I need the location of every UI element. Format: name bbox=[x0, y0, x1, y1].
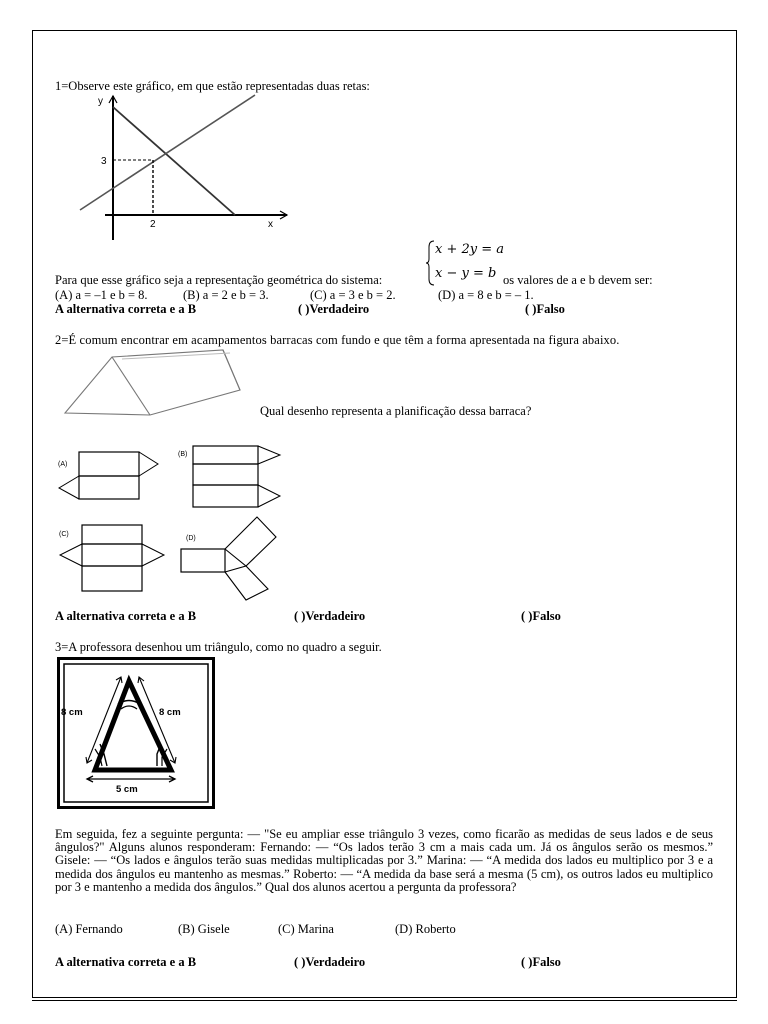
q2-label-b: (B) bbox=[178, 451, 188, 458]
q2-prompt: 2=É comum encontrar em acampamentos barracas com fundo e que têm a forma apresentada na figura abaixo. bbox=[55, 333, 620, 347]
q3-statement: A alternativa correta e a B bbox=[55, 955, 197, 969]
q1-graph-y-tick: 3 bbox=[101, 156, 107, 167]
q1-system-line2: x − y = b bbox=[435, 266, 497, 281]
q1-graph-x-tick: 2 bbox=[150, 219, 156, 230]
q1-option-d: (D) a = 8 e b = – 1. bbox=[438, 288, 534, 302]
q2-net-option-c bbox=[55, 522, 170, 594]
q1-option-b: (B) a = 2 e b = 3. bbox=[183, 288, 269, 302]
page-bottom-rule bbox=[32, 1000, 737, 1001]
q1-system-line1: x + 2y = a bbox=[435, 242, 505, 257]
q1-true-checkbox[interactable]: ( )Verdadeiro bbox=[298, 302, 370, 316]
q3-option-d: (D) Roberto bbox=[395, 922, 456, 936]
q1-option-a: (A) a = –1 e b = 8. bbox=[55, 288, 148, 302]
q2-label-d: (D) bbox=[186, 535, 196, 542]
q1-prompt: 1=Observe este gráfico, em que estão representadas duas retas: bbox=[55, 79, 370, 93]
q1-graph-y-axis-label: y bbox=[98, 96, 103, 107]
q2-net-option-a bbox=[55, 448, 175, 508]
q2-net-option-d bbox=[176, 513, 291, 603]
q3-true-checkbox[interactable]: ( )Verdadeiro bbox=[294, 955, 366, 969]
q2-true-checkbox[interactable]: ( )Verdadeiro bbox=[294, 609, 366, 623]
q1-line-graph bbox=[75, 92, 290, 242]
q2-net-option-b bbox=[176, 442, 291, 514]
q1-system-outro: os valores de a e b devem ser: bbox=[503, 273, 653, 287]
q1-statement: A alternativa correta e a B bbox=[55, 302, 197, 316]
q3-option-b: (B) Gisele bbox=[178, 922, 230, 936]
q1-system-intro: Para que esse gráfico seja a representação geométrica do sistema: bbox=[55, 273, 383, 287]
q2-label-a: (A) bbox=[58, 461, 68, 468]
q3-left-side-label: 8 cm bbox=[61, 707, 83, 718]
q2-false-checkbox[interactable]: ( )Falso bbox=[521, 609, 561, 623]
q3-right-side-label: 8 cm bbox=[159, 707, 181, 718]
q3-option-c: (C) Marina bbox=[278, 922, 334, 936]
q1-option-c: (C) a = 3 e b = 2. bbox=[310, 288, 396, 302]
q3-base-label: 5 cm bbox=[116, 784, 138, 795]
q3-prompt: 3=A professora desenhou um triângulo, como no quadro a seguir. bbox=[55, 640, 382, 654]
q3-false-checkbox[interactable]: ( )Falso bbox=[521, 955, 561, 969]
q2-tent-prism-figure bbox=[60, 345, 250, 417]
q1-graph-x-axis-label: x bbox=[268, 219, 273, 230]
q3-body: Em seguida, fez a seguinte pergunta: — "Se eu ampliar esse triângulo 3 vezes, como ficarão as medidas de seus lados e de seus ângulos?" Alguns alunos responderam: Fernando: — “Os lados terão 3 cm a mais cada um. Já os ângulos serão os mesmos.” Gisele: — “Os lados e ângulos terão suas medidas multiplicadas por 3.” Marina: — “A medida dos lados eu multiplico por 3 e a medida dos ângulos eu mantenho as mesmas.” Roberto: — “A medida da base será a mesma (5 cm), os outros lados eu multiplico por 3 e mantenho a medida dos ângulos.” Qual dos alunos acertou a pergunta da professora? bbox=[55, 827, 713, 894]
q2-label-c: (C) bbox=[59, 531, 69, 538]
q2-statement: A alternativa correta e a B bbox=[55, 609, 197, 623]
q3-triangle-figure bbox=[57, 657, 215, 809]
q1-false-checkbox[interactable]: ( )Falso bbox=[525, 302, 565, 316]
q2-question: Qual desenho representa a planificação dessa barraca? bbox=[260, 404, 532, 418]
q3-option-a: (A) Fernando bbox=[55, 922, 123, 936]
